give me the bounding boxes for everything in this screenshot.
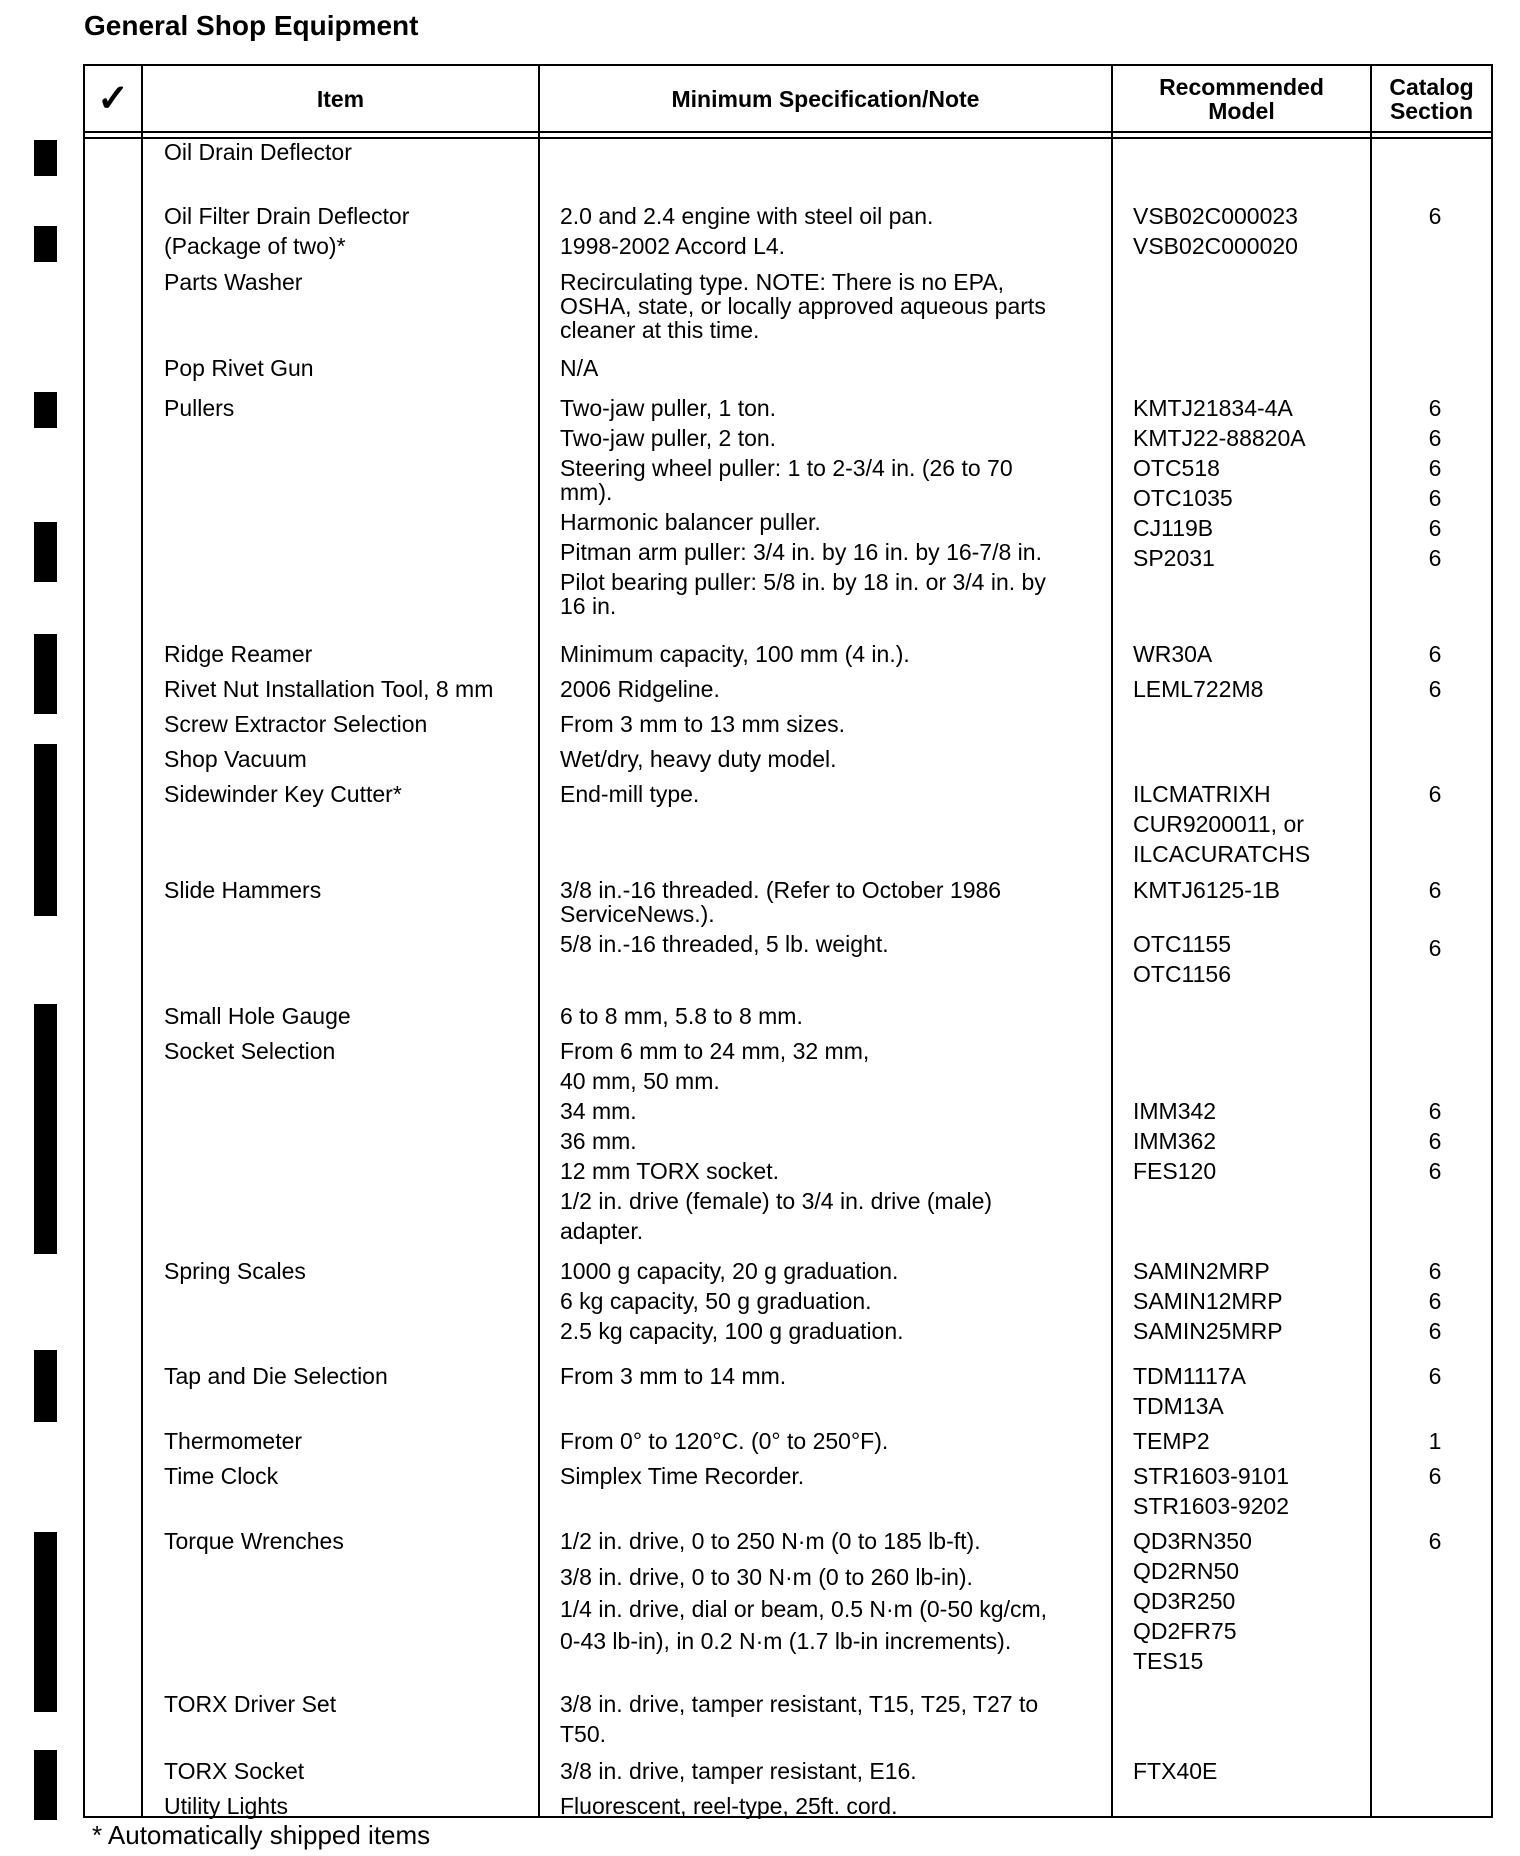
catalog-column-header bbox=[1372, 66, 1491, 132]
cell-line: 6 bbox=[1428, 1318, 1442, 1344]
cell-line: 6 bbox=[1428, 1098, 1442, 1124]
catalog-header-line: Section bbox=[1389, 98, 1474, 124]
check-column-header bbox=[85, 66, 141, 132]
cell-line: 3/8 in.-16 threaded. (Refer to October 1986 bbox=[560, 877, 1002, 903]
cell-line: 6 kg capacity, 50 g graduation. bbox=[560, 1288, 872, 1314]
cell-line: Thermometer bbox=[164, 1428, 303, 1454]
cell-line: QD3R250 bbox=[1133, 1588, 1236, 1614]
cell-line: 1 bbox=[1428, 1428, 1442, 1454]
row-catalog bbox=[1400, 1464, 1470, 1489]
cell-line: Fluorescent, reel-type, 25ft. cord. bbox=[560, 1793, 898, 1819]
row-item bbox=[164, 1429, 302, 1454]
cell-line: From 6 mm to 24 mm, 32 mm, bbox=[560, 1038, 870, 1064]
row-model bbox=[1133, 1429, 1210, 1454]
cell-line: 6 bbox=[1428, 515, 1442, 541]
row-catalog bbox=[1400, 782, 1470, 807]
cell-line: 2.5 kg capacity, 100 g graduation. bbox=[560, 1318, 904, 1344]
cell-line: TES15 bbox=[1133, 1648, 1204, 1674]
cell-line: OSHA, state, or locally approved aqueous parts bbox=[560, 293, 1046, 319]
cell-line: VSB02C000023 bbox=[1133, 203, 1298, 229]
row-spec bbox=[560, 356, 598, 381]
cell-line: OTC1155 bbox=[1133, 931, 1232, 957]
cell-line: SAMIN12MRP bbox=[1133, 1288, 1283, 1314]
cell-line: Minimum capacity, 100 mm (4 in.). bbox=[560, 641, 910, 667]
row-spec bbox=[560, 747, 837, 772]
cell-line: KMTJ22-88820A bbox=[1133, 425, 1306, 451]
cell-line: Time Clock bbox=[164, 1463, 279, 1489]
cell-line: 3/8 in. drive, tamper resistant, T15, T25, T27 to bbox=[560, 1691, 1039, 1717]
cell-line: 6 to 8 mm, 5.8 to 8 mm. bbox=[560, 1003, 803, 1029]
cell-line: 2006 Ridgeline. bbox=[560, 676, 720, 702]
page-title: General Shop Equipment bbox=[84, 10, 419, 41]
cell-line: VSB02C000020 bbox=[1133, 233, 1298, 259]
cell-line: WR30A bbox=[1133, 641, 1213, 667]
cell-line: Steering wheel puller: 1 to 2-3/4 in. (26 to 70 bbox=[560, 455, 1013, 481]
cell-line: ILCACURATCHS bbox=[1133, 841, 1311, 867]
checkmark-icon: ✓ bbox=[97, 78, 129, 120]
cell-line: cleaner at this time. bbox=[560, 317, 760, 343]
row-item bbox=[164, 712, 427, 737]
cell-line: TORX Driver Set bbox=[164, 1691, 337, 1717]
cell-line: Screw Extractor Selection bbox=[164, 711, 428, 737]
cell-line: Pitman arm puller: 3/4 in. by 16 in. by 16-7/8 in. bbox=[560, 539, 1042, 565]
row-item bbox=[164, 782, 402, 807]
row-item bbox=[164, 140, 352, 165]
cell-line: 6 bbox=[1428, 877, 1442, 903]
catalog-header-line: Catalog bbox=[1389, 74, 1474, 100]
cell-line: Wet/dry, heavy duty model. bbox=[560, 746, 837, 772]
row-spec bbox=[560, 1364, 786, 1389]
cell-line: 6 bbox=[1428, 781, 1442, 807]
cell-line: Pilot bearing puller: 5/8 in. by 18 in. or 3/4 in. by bbox=[560, 569, 1046, 595]
row-item bbox=[164, 1039, 335, 1064]
row-item bbox=[164, 1692, 336, 1717]
spec-column-header: Minimum Specification/Note bbox=[671, 86, 980, 112]
cell-line: TDM1117A bbox=[1133, 1363, 1246, 1389]
cell-line: STR1603-9101 bbox=[1133, 1463, 1289, 1489]
row-item bbox=[164, 1794, 288, 1819]
cell-line: Small Hole Gauge bbox=[164, 1003, 351, 1029]
cell-line: 16 in. bbox=[560, 593, 617, 619]
footnote: * Automatically shipped items bbox=[92, 1820, 431, 1850]
cell-line: OTC1156 bbox=[1133, 961, 1232, 987]
cell-line: T50. bbox=[560, 1721, 607, 1747]
cell-line: 6 bbox=[1428, 425, 1442, 451]
row-spec bbox=[560, 782, 699, 807]
cell-line: 6 bbox=[1428, 455, 1442, 481]
cell-line: Parts Washer bbox=[164, 269, 303, 295]
cell-line: 1/2 in. drive, 0 to 250 N·m (0 to 185 lb-ft). bbox=[560, 1528, 981, 1554]
cell-line: LEML722M8 bbox=[1133, 676, 1264, 702]
cell-line: 6 bbox=[1428, 1128, 1442, 1154]
row-spec bbox=[560, 1759, 917, 1784]
change-bar bbox=[34, 744, 57, 916]
cell-line: Two-jaw puller, 1 ton. bbox=[560, 395, 777, 421]
cell-line: 3/8 in. drive, 0 to 30 N·m (0 to 260 lb-in). bbox=[560, 1564, 973, 1590]
model-header-line: Model bbox=[1208, 98, 1275, 124]
column-divider bbox=[1370, 64, 1372, 1818]
cell-line: Tap and Die Selection bbox=[164, 1363, 388, 1389]
row-model bbox=[1133, 677, 1263, 702]
change-bar bbox=[34, 140, 57, 176]
cell-line: 2.0 and 2.4 engine with steel oil pan. bbox=[560, 203, 934, 229]
cell-line: 6 bbox=[1428, 935, 1442, 961]
column-divider bbox=[538, 64, 540, 1818]
cell-line: 1/4 in. drive, dial or beam, 0.5 N·m (0-50 kg/cm, bbox=[560, 1596, 1048, 1622]
cell-line: adapter. bbox=[560, 1218, 644, 1244]
row-catalog bbox=[1400, 642, 1470, 667]
cell-line: From 3 mm to 14 mm. bbox=[560, 1363, 787, 1389]
cell-line: 12 mm TORX socket. bbox=[560, 1158, 779, 1184]
row-item bbox=[164, 1464, 278, 1489]
model-header-line: Recommended bbox=[1159, 74, 1324, 100]
model-column-header bbox=[1113, 66, 1370, 132]
row-item bbox=[164, 1529, 344, 1554]
cell-line: End-mill type. bbox=[560, 781, 700, 807]
cell-line: QD2RN50 bbox=[1133, 1558, 1240, 1584]
row-model bbox=[1133, 1759, 1217, 1784]
cell-line: 34 mm. bbox=[560, 1098, 637, 1124]
cell-line: 36 mm. bbox=[560, 1128, 637, 1154]
row-catalog bbox=[1400, 1364, 1470, 1389]
cell-line: IMM342 bbox=[1133, 1098, 1217, 1124]
change-bar bbox=[34, 226, 57, 262]
cell-line: 6 bbox=[1428, 1528, 1442, 1554]
cell-line: SAMIN2MRP bbox=[1133, 1258, 1270, 1284]
cell-line: 5/8 in.-16 threaded, 5 lb. weight. bbox=[560, 931, 889, 957]
cell-line: TDM13A bbox=[1133, 1393, 1224, 1419]
cell-line: SP2031 bbox=[1133, 545, 1215, 571]
column-divider bbox=[141, 64, 143, 1818]
cell-line: 0-43 lb-in), in 0.2 N·m (1.7 lb-in increments). bbox=[560, 1628, 1012, 1654]
row-spec bbox=[560, 642, 910, 667]
cell-line: 6 bbox=[1428, 545, 1442, 571]
column-divider bbox=[1111, 64, 1113, 1818]
cell-line: KMTJ6125-1B bbox=[1133, 877, 1281, 903]
change-bar bbox=[34, 392, 57, 428]
row-item bbox=[164, 677, 493, 702]
cell-line: mm). bbox=[560, 479, 613, 505]
cell-line: 1998-2002 Accord L4. bbox=[560, 233, 786, 259]
cell-line: Harmonic balancer puller. bbox=[560, 509, 821, 535]
cell-line: 6 bbox=[1428, 485, 1442, 511]
change-bar bbox=[34, 1750, 57, 1820]
cell-line: Spring Scales bbox=[164, 1258, 306, 1284]
cell-line: Pullers bbox=[164, 395, 235, 421]
row-item bbox=[164, 1364, 388, 1389]
row-spec bbox=[560, 677, 720, 702]
cell-line: Oil Drain Deflector bbox=[164, 139, 352, 165]
row-item bbox=[164, 396, 234, 421]
row-spec bbox=[560, 1004, 803, 1029]
cell-line: KMTJ21834-4A bbox=[1133, 395, 1293, 421]
cell-line: QD3RN350 bbox=[1133, 1528, 1252, 1554]
cell-line: TORX Socket bbox=[164, 1758, 305, 1784]
cell-line: OTC518 bbox=[1133, 455, 1220, 481]
row-catalog bbox=[1400, 1529, 1470, 1554]
cell-line: ILCMATRIXH bbox=[1133, 781, 1271, 807]
row-item bbox=[164, 204, 409, 259]
cell-line: CUR9200011, or bbox=[1133, 811, 1304, 837]
cell-line: Socket Selection bbox=[164, 1038, 336, 1064]
cell-line: 1/2 in. drive (female) to 3/4 in. drive (male) bbox=[560, 1188, 993, 1214]
change-bar bbox=[34, 1532, 57, 1712]
row-item bbox=[164, 1259, 306, 1284]
cell-line: 6 bbox=[1428, 641, 1442, 667]
cell-line: 6 bbox=[1428, 395, 1442, 421]
cell-line: Rivet Nut Installation Tool, 8 mm bbox=[164, 676, 494, 702]
cell-line: STR1603-9202 bbox=[1133, 1493, 1289, 1519]
cell-line: 40 mm, 50 mm. bbox=[560, 1068, 720, 1094]
cell-line: Simplex Time Recorder. bbox=[560, 1463, 805, 1489]
row-item bbox=[164, 1004, 351, 1029]
cell-line: CJ119B bbox=[1133, 515, 1214, 541]
cell-line: QD2FR75 bbox=[1133, 1618, 1237, 1644]
change-bar bbox=[34, 1350, 57, 1422]
cell-line: FES120 bbox=[1133, 1158, 1217, 1184]
cell-line: SAMIN25MRP bbox=[1133, 1318, 1283, 1344]
cell-line: 6 bbox=[1428, 203, 1442, 229]
cell-line: OTC1035 bbox=[1133, 485, 1233, 511]
cell-line: TEMP2 bbox=[1133, 1428, 1210, 1454]
cell-line: Slide Hammers bbox=[164, 877, 322, 903]
cell-line: 3/8 in. drive, tamper resistant, E16. bbox=[560, 1758, 917, 1784]
cell-line: Ridge Reamer bbox=[164, 641, 313, 667]
cell-line: 6 bbox=[1428, 676, 1442, 702]
cell-line: (Package of two)* bbox=[164, 233, 346, 259]
row-item bbox=[164, 747, 307, 772]
change-bar bbox=[34, 522, 57, 582]
row-spec bbox=[560, 712, 845, 737]
row-spec bbox=[560, 1464, 804, 1489]
row-item bbox=[164, 642, 312, 667]
cell-line: N/A bbox=[560, 355, 599, 381]
cell-line: Shop Vacuum bbox=[164, 746, 307, 772]
row-item bbox=[164, 356, 314, 381]
cell-line: Oil Filter Drain Deflector bbox=[164, 203, 410, 229]
item-column-header: Item bbox=[316, 86, 365, 112]
change-bar bbox=[34, 634, 57, 714]
row-item bbox=[164, 878, 321, 903]
cell-line: ServiceNews.). bbox=[560, 901, 715, 927]
cell-line: From 3 mm to 13 mm sizes. bbox=[560, 711, 845, 737]
row-item bbox=[164, 1759, 304, 1784]
cell-line: Pop Rivet Gun bbox=[164, 355, 314, 381]
row-spec bbox=[560, 1794, 898, 1819]
cell-line: Utility Lights bbox=[164, 1793, 288, 1819]
row-model bbox=[1133, 642, 1212, 667]
cell-line: IMM362 bbox=[1133, 1128, 1217, 1154]
cell-line: 6 bbox=[1428, 1463, 1442, 1489]
cell-line: Torque Wrenches bbox=[164, 1528, 344, 1554]
cell-line: 6 bbox=[1428, 1158, 1442, 1184]
row-catalog bbox=[1400, 1429, 1470, 1454]
row-catalog bbox=[1400, 204, 1470, 229]
cell-line: Recirculating type. NOTE: There is no EPA, bbox=[560, 269, 1004, 295]
cell-line: Two-jaw puller, 2 ton. bbox=[560, 425, 777, 451]
row-spec bbox=[560, 1429, 888, 1454]
cell-line: 1000 g capacity, 20 g graduation. bbox=[560, 1258, 899, 1284]
cell-line: From 0° to 120°C. (0° to 250°F). bbox=[560, 1428, 889, 1454]
row-catalog bbox=[1400, 677, 1470, 702]
row-item bbox=[164, 270, 302, 295]
cell-line: 6 bbox=[1428, 1258, 1442, 1284]
cell-line: 6 bbox=[1428, 1363, 1442, 1389]
change-bar bbox=[34, 1004, 57, 1254]
cell-line: 6 bbox=[1428, 1288, 1442, 1314]
cell-line: Sidewinder Key Cutter* bbox=[164, 781, 402, 807]
cell-line: FTX40E bbox=[1133, 1758, 1218, 1784]
